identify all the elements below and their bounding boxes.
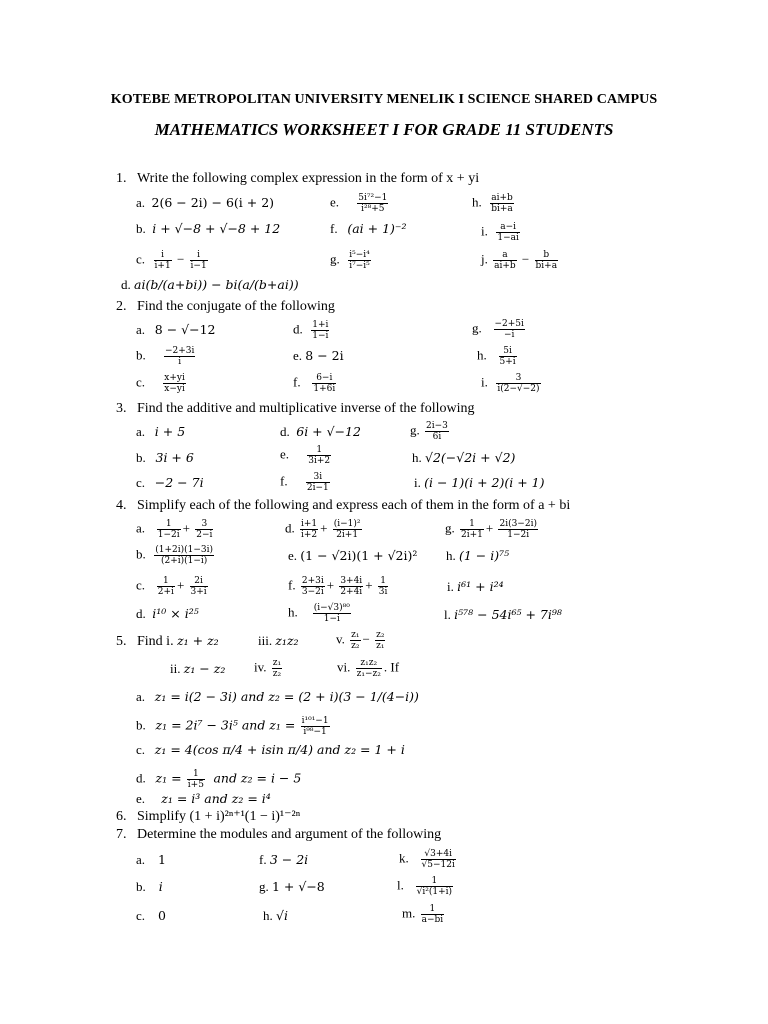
q1-item-d: d. ai(b/(a+bi)) − bi(a/(b+ai)) [121,277,299,292]
q5-part-iii: iii. z₁z₂ [258,633,299,648]
question-1: 1. Write the following complex expression in the form of x + yi [116,171,480,186]
q4-item-h: h. $\frac{\text{(i−√3)⁸⁰}}{1-i}$ [288,603,350,624]
q2-item-a: a. 8 − √−12 [136,322,216,337]
q4-item-d2: d. $\frac{i+1}{i+2}$ + $\frac{\text{(i−1)²}}{2i+1}$ [285,519,361,540]
question-4: 4. Simplify each of the following and express each of them in the form of a + bi [116,498,571,513]
q3-item-f: f. $\frac{3i}{2i-1}$ [280,472,329,493]
q1-item-j: j. $\frac{a}{ai+b}$ − $\frac{b}{bi+a}$ [481,250,558,271]
q7-item-m: m. $\frac{1}{a-bi}$ [402,904,444,925]
q5-item-a: a. z₁ = i(2 − 3i) and z₂ = (2 + i)(3 − 1/(4−i)) [136,689,419,704]
q7-item-c: c. 0 [136,908,166,923]
q1-item-i: i. $\frac{a-i}{1-ai}$ [481,222,519,243]
q1-item-a: a. 2(6 − 2i) − 6(i + 2) [136,195,275,210]
q7-item-h: h. √i [263,908,288,923]
q2-item-h: h. $\frac{5i}{5+i}$ [477,346,516,367]
q4-item-i: i. i⁶¹ + i²⁴ [447,579,504,594]
q1-item-c: c. $\frac{i}{i+1}$ − $\frac{i}{i-1}$ [136,250,207,271]
q5-part-v: v. $\frac{\text{z₁}}{\text{z₂}}$ − $\frac{\text{z₂}}{\text{z₁}}$ [336,630,385,651]
question-6-text: Simplify (1 + i)²ⁿ⁺¹(1 − i)¹⁻²ⁿ [137,809,301,824]
q4-item-d: d. i¹⁰ × i²⁵ [136,606,199,621]
q4-item-g: g. $\frac{1}{2i+1}$ + $\frac{2i(3-2i)}{1-2i}$ [445,519,537,540]
q5-item-c: c. z₁ = 4(cos π/4 + isin π/4) and z₂ = 1 + i [136,742,405,757]
q1-item-e: e. $\frac{\text{5i⁷²−1}}{\text{i²⁸+5}}$ [330,193,388,214]
q2-item-f: f. $\frac{6-i}{1+6i}$ [293,373,336,394]
q2-item-e: e. 8 − 2i [293,348,344,363]
question-1-text: Write the following complex expression in the form of x + yi [137,171,480,186]
q7-item-k: k. $\frac{√3+4i}{√5-12i}$ [399,849,455,870]
q3-item-c: c. −2 − 7i [136,475,204,490]
q5-item-e: e. z₁ = i³ and z₂ = i⁴ [136,791,271,806]
institution-header: KOTEBE METROPOLITAN UNIVERSITY MENELIK I SCIENCE SHARED CAMPUS [110,92,658,107]
q4-item-h2: h. (1 − i)⁷⁵ [446,548,510,563]
question-3-text: Find the additive and multiplicative inverse of the following [137,401,475,416]
q7-item-b: b. i [136,879,163,894]
q2-item-d: d. $\frac{1+i}{1-i}$ [293,320,329,341]
q4-item-e: e. (1 − √2i)(1 + √2i)² [288,548,418,563]
q2-item-c: c. $\frac{x+yi}{x-yi}$ [136,373,185,394]
question-7: 7. Determine the modules and argument of the following [116,827,442,842]
q5-part-ii: ii. z₁ − z₂ [170,661,226,676]
question-2: 2. Find the conjugate of the following [116,299,335,314]
q3-item-i: i. (i − 1)(i + 2)(i + 1) [414,475,545,490]
q4-item-c: c. $\frac{1}{2+i}$ + $\frac{2i}{3+i}$ [136,576,207,597]
q3-item-e: e. $\frac{1}{3i+2}$ [280,445,331,466]
q5-part-iv: iv. $\frac{\text{z₁}}{\text{z₂}}$ [254,658,282,679]
q3-item-g: g. $\frac{2i-3}{6i}$ [410,421,448,442]
question-3: 3. Find the additive and multiplicative inverse of the following [116,401,475,416]
question-6: 6. Simplify (1 + i)²ⁿ⁺¹(1 − i)¹⁻²ⁿ [116,809,301,824]
q4-item-b: b. $\frac{(1+2i)(1-3i)}{(2+i)(1-i)}$ [136,545,214,566]
question-2-text: Find the conjugate of the following [137,299,335,314]
q4-item-l: l. i⁵⁷⁸ − 54i⁶⁵ + 7i⁹⁸ [444,607,562,622]
q1-item-f: f. (ai + 1)⁻² [330,221,407,236]
q1-item-g: g. $\frac{\text{i⁵−i⁴}}{\text{i⁷−i⁵}}$ [330,250,370,271]
question-5: 5. Find i. z₁ + z₂ [116,633,219,649]
q2-item-g: g. $\frac{-2+5i}{-i}$ [472,319,524,340]
worksheet-title: MATHEMATICS WORKSHEET I FOR GRADE 11 STUDENTS [154,120,614,139]
q7-item-g: g. 1 + √−8 [259,879,325,894]
q2-item-b: b. $\frac{-2+3i}{i}$ [136,346,195,367]
q4-item-f: f. $\frac{2+3i}{3-2i}$ + $\frac{3+4i}{2+4i}$ + $\frac{1}{3i}$ [288,576,388,597]
q5-item-d: d. z₁ = $\frac{1}{i+5}$ and z₂ = i − 5 [136,769,302,790]
q3-item-d: d. 6i + √−12 [280,424,361,439]
q1-item-b: b. i + √−8 + √−8 + 12 [136,221,281,236]
q7-item-f: f. 3 − 2i [259,852,309,867]
q3-item-h: h. √2(−√2i + √2) [412,450,516,465]
q3-item-a: a. i + 5 [136,424,186,439]
q2-item-i: i. $\frac{3}{i(2-√-2)}$ [481,373,540,394]
q7-item-a: a. 1 [136,852,166,867]
q5-part-vi: vi. $\frac{\text{z₁z₂}}{\text{z₁−z₂}}$ . If [337,658,400,679]
q7-item-l: l. $\frac{1}{\text{√i²(1+i)}}$ [397,876,453,897]
q3-item-b: b. 3i + 6 [136,450,194,465]
question-7-text: Determine the modules and argument of the following [137,827,442,842]
q1-item-h: h. $\frac{ai+b}{bi+a}$ [472,193,513,214]
question-4-text: Simplify each of the following and express each of them in the form of a + bi [137,498,571,513]
q5-item-b: b. z₁ = 2i⁷ − 3i⁵ and z₁ = $\frac{\text{i¹⁰¹−1}}{\text{i⁹⁸−1}}$ [136,716,329,737]
q4-item-a: a. $\frac{1}{1-2i}$ + $\frac{3}{2-i}$ [136,519,213,540]
